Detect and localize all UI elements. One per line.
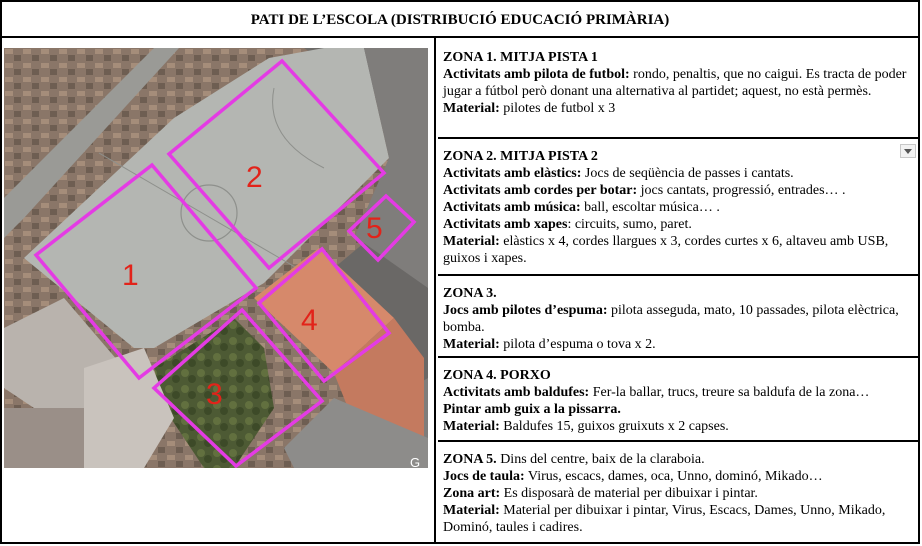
zone-4-line: Material: Baldufes 15, guixos gruixuts x 2 capses. [443,419,729,434]
zone-4-label: 4 [301,304,318,337]
map-cell [2,38,436,542]
zone-5-line: Zona art: Es disposarà de material per dibuixar i pintar. [443,486,758,501]
schoolyard-aerial-map [4,48,428,468]
row-divider [438,274,918,276]
zone-1-cell [438,46,918,117]
zone-4-line: Activitats amb baldufes: Fer-la ballar, trucs, treure sa baldufa de la zona… [443,385,870,400]
zone-3-heading: ZONA 3. [443,286,497,301]
zone-1-line: Material: pilotes de futbol x 3 [443,101,616,116]
row-divider [438,356,918,358]
zone-3-line: Material: pilota d’espuma o tova x 2. [443,337,656,352]
zone-2-line: Activitats amb cordes per botar: jocs cantats, progressió, entrades… . [443,183,846,198]
zone-1-line: Activitats amb pilota de futbol: rondo, penaltis, que no caigui. Es tracta de poder jugar a fútbol però donant una alternativa al partidet; aquest, no està permès. [443,67,907,99]
zone-5-line: Jocs de taula: Virus, escacs, dames, oca, Unno, dominó, Mikado… [443,469,823,484]
zone-5-cell [438,448,918,536]
zone-2-line: Activitats amb elàstics: Jocs de seqüència de passes i cantats. [443,166,794,181]
zone-2-heading: ZONA 2. MITJA PISTA 2 [443,149,598,164]
building-left-bottom [4,408,84,468]
cell-dropdown-button[interactable] [900,144,916,158]
zone-1-heading: ZONA 1. MITJA PISTA 1 [443,50,598,65]
page-title: PATI DE L’ESCOLA (DISTRIBUCIÓ EDUCACIÓ PRIMÀRIA) [2,2,918,38]
zone-4-heading: ZONA 4. PORXO [443,368,551,383]
zone-2-line: Activitats amb música: ball, escoltar música… . [443,200,720,215]
zone-3-label: 3 [206,378,223,411]
row-divider [438,440,918,442]
row-divider [438,137,918,139]
zone-5-line: Material: Material per dibuixar i pintar, Virus, Escacs, Dames, Unno, Mikado, Dominó, taules i cadires. [443,503,886,535]
zone-2-cell [438,145,918,267]
zone-2-label: 2 [246,161,263,194]
zones-column [438,38,918,542]
zone-4-cell [438,364,918,435]
zone-5-heading: ZONA 5. Dins del centre, baix de la claraboia. [443,452,705,467]
zone-1-label: 1 [122,259,139,292]
zone-4-line: Pintar amb guix a la pissarra. [443,402,621,417]
zone-2-line: Activitats amb xapes: circuits, sumo, paret. [443,217,692,232]
zone-3-cell [438,282,918,353]
zone-3-line: Jocs amb pilotes d’espuma: pilota asseguda, mato, 10 passades, pilota elèctrica, bomba. [443,303,899,335]
zone-5-label: 5 [366,212,383,245]
map-watermark: G [410,455,421,468]
zone-2-line: Material: elàstics x 4, cordes llargues x 3, cordes curtes x 6, altaveu amb USB, guixos i xapes. [443,234,889,266]
